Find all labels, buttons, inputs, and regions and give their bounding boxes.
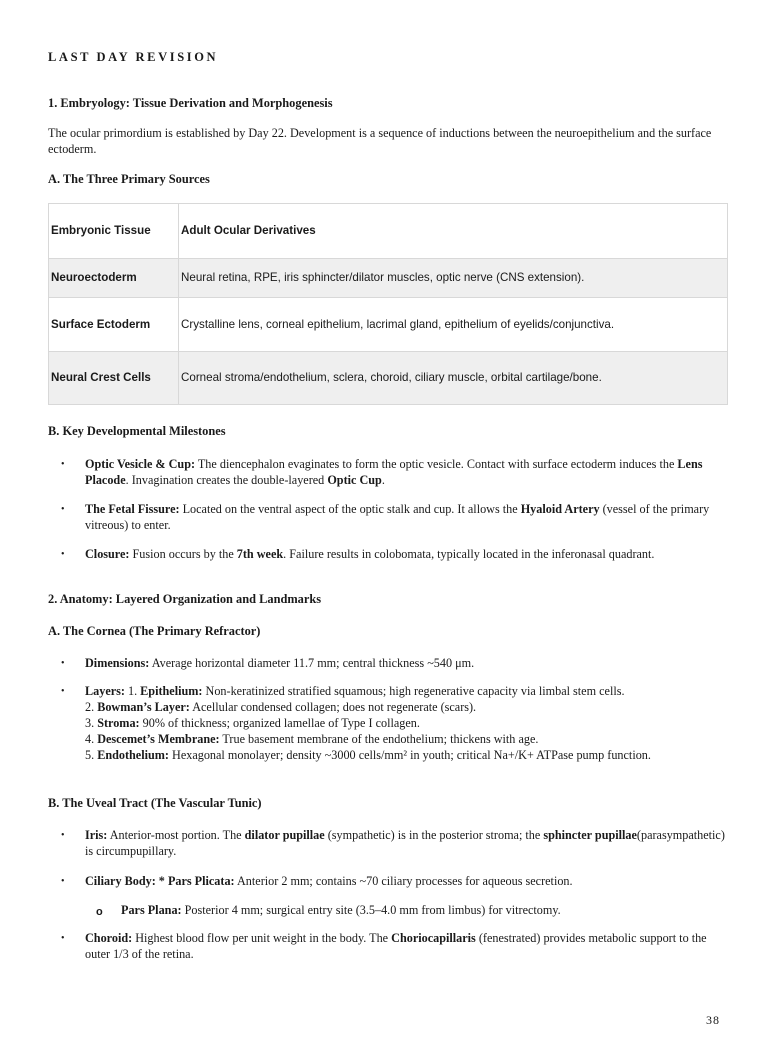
list-item: Ciliary Body: * Pars Plicata: Anterior 2 mm; contains ~70 ciliary processes for aqueous secretion. [85,874,573,888]
table-header-cell: Adult Ocular Derivatives [181,224,316,237]
bullet-marker: • [61,658,65,669]
subsection-2b-title: B. The Uveal Tract (The Vascular Tunic) [48,796,262,810]
list-item: Dimensions: Average horizontal diameter 11.7 mm; central thickness ~540 μm. [85,656,475,670]
tissue-derivation-table [48,203,728,405]
subsection-1b-title: B. Key Developmental Milestones [48,424,226,438]
page-number: 38 [706,1013,720,1027]
subsection-2a-title: A. The Cornea (The Primary Refractor) [48,624,261,638]
table-header-cell: Embryonic Tissue [49,204,179,258]
table-cell-tissue: Neuroectoderm [49,259,179,297]
running-header: LAST DAY REVISION [48,50,219,64]
bullet-marker: • [61,549,65,560]
table-header-row [49,204,727,258]
list-item-layers: Layers: 1. Epithelium: Non-keratinized stratified squamous; high regenerative capacity via limbal stem cells. 2. Bowman’s Layer: Acellular condensed collagen; does not regenerate (scars). 3. Stroma: 90% of thickness; organized lamellae of Type I collagen. 4. Descemet’s Membrane: True basement membrane of the endothelium; thickens with age. 5. Endothelium: Hexagonal monolayer; density ~3000 cells/mm² in youth; critical Na+/K+ ATPase pump function. [85,684,651,762]
list-item: Optic Vesicle & Cup: The diencephalon evaginates to form the optic vesicle. Contact with surface ectoderm induces the Lens Placode. Invagination creates the double-layered Optic Cup. [85,457,703,487]
table-row [49,258,727,297]
list-item: The Fetal Fissure: Located on the ventral aspect of the optic stalk and cup. It allows the Hyaloid Artery (vessel of the primary vitreous) to enter. [85,502,710,532]
section-2-title: 2. Anatomy: Layered Organization and Landmarks [48,592,322,606]
list-item: Closure: Fusion occurs by the 7th week. Failure results in colobomata, typically located in the inferonasal quadrant. [85,547,655,561]
table-cell-tissue: Surface Ectoderm [49,298,179,351]
list-item: Choroid: Highest blood flow per unit weight in the body. The Choriocapillaris (fenestrated) provides metabolic support to the outer 1/3 of the retina. [85,931,707,961]
section-1-title: 1. Embryology: Tissue Derivation and Morphogenesis [48,96,333,110]
table-row [49,351,727,404]
sub-bullet-marker: o [96,906,103,918]
bullet-marker: • [61,933,65,944]
table-cell-derivatives: Crystalline lens, corneal epithelium, lacrimal gland, epithelium of eyelids/conjunctiva. [181,317,615,331]
table-cell-derivatives: Neural retina, RPE, iris sphincter/dilator muscles, optic nerve (CNS extension). [181,271,585,284]
bullet-marker: • [61,876,65,887]
bullet-marker: • [61,459,65,470]
table-cell-tissue: Neural Crest Cells [49,352,179,404]
bullet-marker: • [61,504,65,515]
bullet-marker: • [61,686,65,697]
subsection-1a-title: A. The Three Primary Sources [48,172,210,186]
bullet-marker: • [61,830,65,841]
list-item: Iris: Anterior-most portion. The dilator pupillae (sympathetic) is in the posterior stroma; the sphincter pupillae(parasympathetic) is circumpupillary. [85,828,725,858]
table-cell-derivatives: Corneal stroma/endothelium, sclera, choroid, ciliary muscle, orbital cartilage/bone. [181,371,602,384]
sub-list-item: Pars Plana: Posterior 4 mm; surgical entry site (3.5–4.0 mm from limbus) for vitrectomy. [121,903,561,917]
table-row [49,297,727,351]
section-1-intro: The ocular primordium is established by Day 22. Development is a sequence of inductions between the neuroepithelium and the surface ectoderm. [48,126,712,156]
